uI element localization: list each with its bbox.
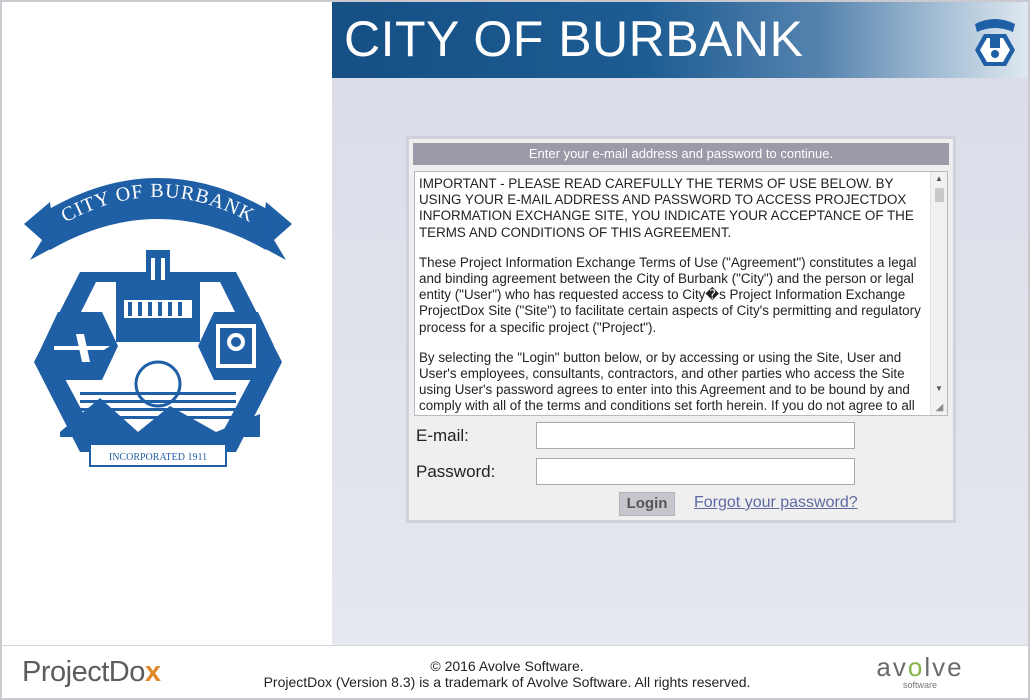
terms-scrollbar[interactable] — [930, 172, 947, 415]
terms-paragraph: These Project Information Exchange Terms of Use ("Agreement") constitutes a legal and binding agreement between the City of Burbank ("City") and the person or legal entity ("User") who has requested access to City�s Project Information Exchange ProjectDox Site ("Site") to facilitate certain aspects of City's permitting and regulatory process for a specific project ("Project"). — [419, 254, 921, 335]
logo-panel — [2, 2, 332, 645]
avolve-logo-rest: lve — [924, 652, 964, 682]
copyright-line: © 2016 Avolve Software. — [430, 658, 584, 674]
terms-paragraph: By selecting the "Login" button below, or by accessing or using the Site, User and User's employees, consultants, contractors, and other parties who access the Site using User's password agrees to enter into this Agreement and to be bound by and comply with all of the terms and conditions set forth herein. If you do not agree to all — [419, 349, 915, 414]
footer — [2, 645, 1028, 698]
banner-title: CITY OF BURBANK — [344, 11, 804, 67]
terms-of-use-textarea[interactable] — [414, 171, 948, 416]
avolve-logo-a: a — [876, 652, 893, 682]
terms-text — [419, 176, 927, 416]
password-label: Password: — [416, 462, 496, 481]
scroll-up-arrow-icon[interactable]: ▲ — [935, 174, 943, 183]
email-label: E-mail: — [416, 426, 469, 445]
resize-grip-icon[interactable]: ◢ — [935, 402, 944, 413]
avolve-logo — [870, 654, 970, 690]
city-seal-icon — [972, 12, 1018, 70]
password-input[interactable] — [536, 458, 855, 485]
avolve-logo-subtitle: software — [902, 680, 937, 690]
terms-paragraph: IMPORTANT - PLEASE READ CAREFULLY THE TERMS OF USE BELOW. BY USING YOUR E-MAIL ADDRESS AND PASSWORD TO ACCESS PROJECTDOX INFORMATION EXCHANGE SITE, YOU INDICATE YOUR ACCEPTANCE OF THE TERMS AND CONDITIONS OF THIS AGREEMENT. — [419, 176, 914, 240]
scroll-down-arrow-icon[interactable]: ▼ — [935, 384, 943, 393]
projectdox-logo-text: ProjectDo — [22, 656, 145, 688]
scrollbar-thumb[interactable] — [935, 188, 944, 202]
seal-incorporated-text: INCORPORATED 1911 — [108, 452, 208, 463]
header-banner — [332, 2, 1028, 78]
email-input[interactable] — [536, 422, 855, 449]
footer-copyright — [2, 658, 1012, 690]
projectdox-logo-x: x — [144, 656, 161, 688]
login-instructions: Enter your e-mail address and password to continue. — [413, 143, 949, 165]
login-button[interactable]: Login — [619, 492, 675, 516]
main-content — [332, 78, 1028, 645]
login-form — [406, 136, 956, 523]
city-seal-logo — [20, 162, 296, 472]
seal-ribbon-text: CITY OF BURBANK — [57, 179, 259, 228]
forgot-password-link[interactable]: Forgot your password? — [694, 494, 858, 511]
trademark-line: ProjectDox (Version 8.3) is a trademark of Avolve Software. All rights reserved. — [263, 674, 751, 690]
avolve-logo-o: o — [907, 652, 925, 682]
avolve-logo-v: v — [892, 652, 908, 682]
